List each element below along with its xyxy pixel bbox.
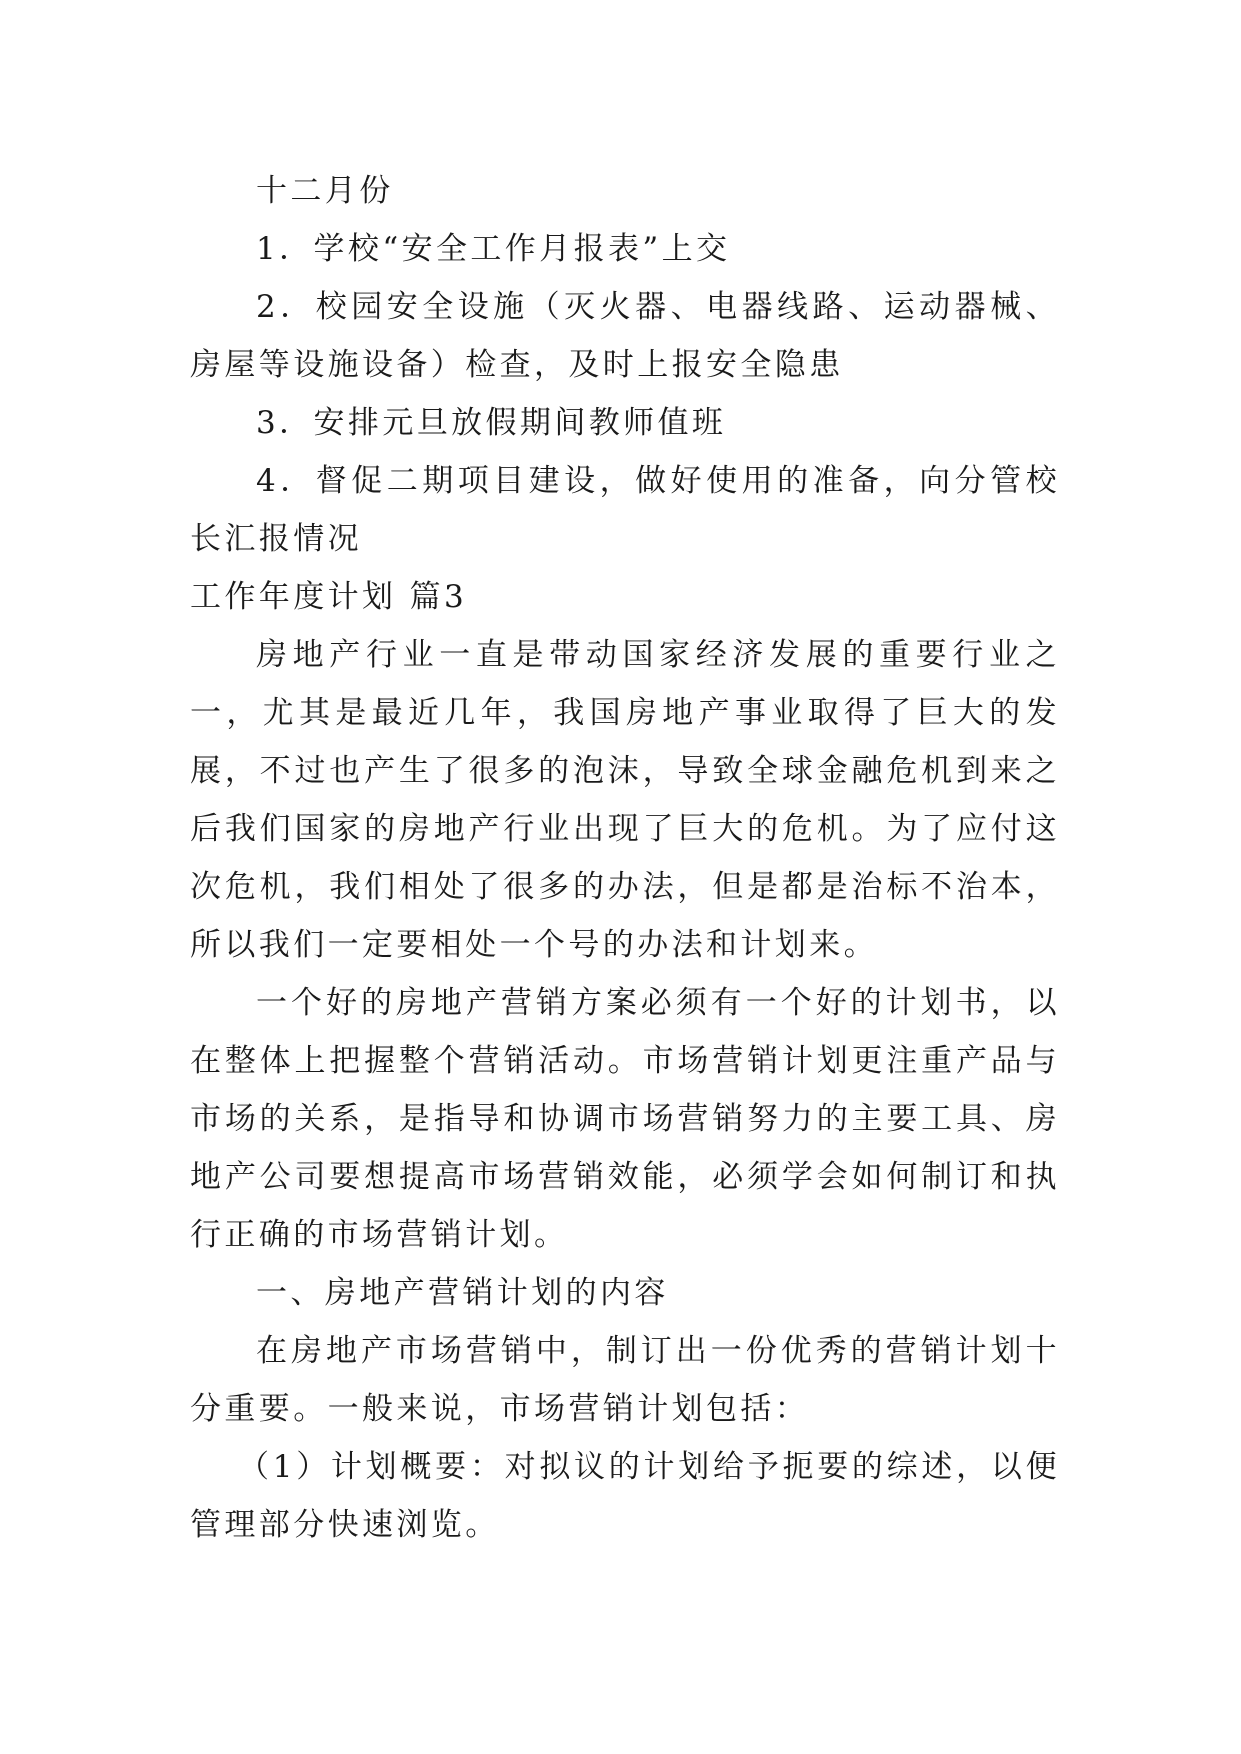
subsection-heading: 一、房地产营销计划的内容 xyxy=(256,1275,669,1311)
list-item: 3．安排元旦放假期间教师值班 xyxy=(256,405,727,441)
body-paragraph: 在房地产市场营销中，制订出一份优秀的营销计划十分重要。一般来说，市场营销计划包括： xyxy=(190,1333,1060,1427)
list-item: （1）计划概要：对拟议的计划给予扼要的综述，以便管理部分快速浏览。 xyxy=(190,1449,1060,1543)
list-item: 4．督促二期项目建设，做好使用的准备，向分管校长汇报情况 xyxy=(190,463,1060,557)
month-heading: 十二月份 xyxy=(256,173,394,209)
list-item: 2．校园安全设施（灭火器、电器线路、运动器械、房屋等设施设备）检查，及时上报安全隐患 xyxy=(190,289,1060,383)
document-body xyxy=(190,162,1060,1554)
body-paragraph: 房地产行业一直是带动国家经济发展的重要行业之一，尤其是最近几年，我国房地产事业取得了巨大的发展，不过也产生了很多的泡沫，导致全球金融危机到来之后我们国家的房地产行业出现了巨大的危机。为了应付这次危机，我们相处了很多的办法，但是都是治标不治本，所以我们一定要相处一个号的办法和计划来。 xyxy=(190,637,1060,963)
section-title: 工作年度计划 篇3 xyxy=(190,579,468,615)
body-paragraph: 一个好的房地产营销方案必须有一个好的计划书，以在整体上把握整个营销活动。市场营销计划更注重产品与市场的关系，是指导和协调市场营销努力的主要工具、房地产公司要想提高市场营销效能，必须学会如何制订和执行正确的市场营销计划。 xyxy=(190,985,1060,1253)
list-item: 1．学校“安全工作月报表”上交 xyxy=(256,231,731,267)
